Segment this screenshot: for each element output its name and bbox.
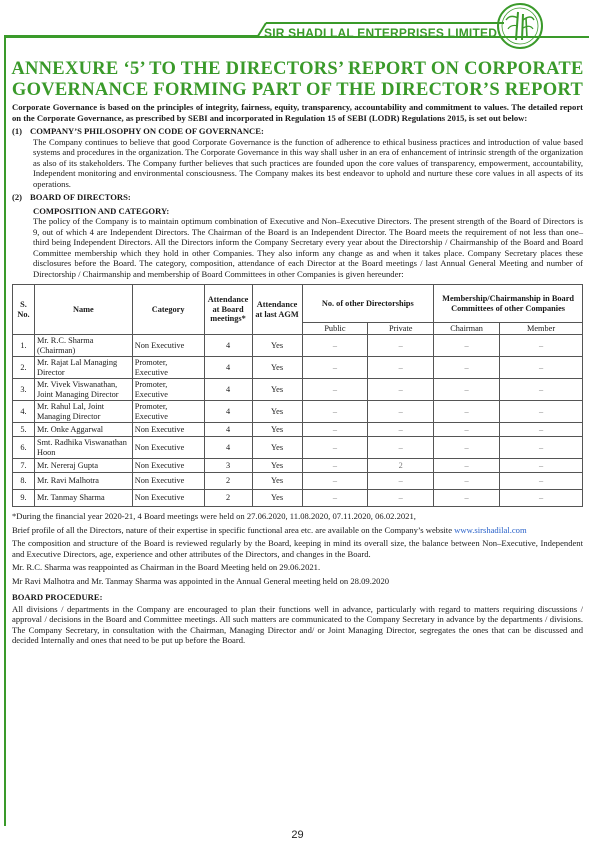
cell-member: – bbox=[500, 335, 583, 357]
cell-member: – bbox=[500, 459, 583, 473]
header-sno: S. No. bbox=[13, 285, 35, 335]
cell-attendance-agm: Yes bbox=[252, 437, 302, 459]
appointed-paragraph: Mr Ravi Malhotra and Mr. Tanmay Sharma was appointed in the Annual General meeting held on 28.09.2020 bbox=[12, 575, 390, 586]
cell-private: – bbox=[368, 423, 434, 437]
header-member: Member bbox=[500, 323, 583, 335]
cell-chairman: – bbox=[434, 379, 500, 401]
table-row bbox=[13, 490, 583, 507]
cell-category: Non Executive bbox=[132, 459, 204, 473]
cell-private: – bbox=[368, 401, 434, 423]
cell-category: Promoter, Executive bbox=[132, 379, 204, 401]
cell-public: – bbox=[302, 423, 368, 437]
table-body bbox=[13, 335, 583, 507]
cell-attendance-board: 2 bbox=[204, 473, 252, 490]
company-name: SIR SHADI LAL ENTERPRISES LIMITED bbox=[264, 26, 498, 40]
header-private: Private bbox=[368, 323, 434, 335]
cell-member: – bbox=[500, 423, 583, 437]
cell-name: Smt. Radhika Viswanathan Hoon bbox=[34, 437, 132, 459]
cell-member: – bbox=[500, 379, 583, 401]
cell-attendance-agm: Yes bbox=[252, 490, 302, 507]
reappointed-paragraph: Mr. R.C. Sharma was reappointed as Chairman in the Board Meeting held on 29.06.2021. bbox=[12, 562, 321, 572]
cell-name: Mr. Vivek Viswanathan, Joint Managing Director bbox=[34, 379, 132, 401]
board-procedure-body: All divisions / departments in the Company are encouraged to plan their functions well in advance, particularly with regard to matters requiring discussions / approval / decisions in the Board and Committee meetings. All such matters are communicated to the Company Secretary in advance by the departments / divisions. The Company Secretary, in consultation with the Chairman, Managing Director and/ or Joint Managing Director, segregates the ones that can be discussed and decided Internally and ones that need to be put up before the Board. bbox=[12, 603, 583, 645]
cell-name: Mr. Rajat Lal Managing Director bbox=[34, 357, 132, 379]
cell-attendance-agm: Yes bbox=[252, 401, 302, 423]
cell-attendance-agm: Yes bbox=[252, 357, 302, 379]
cell-member: – bbox=[500, 401, 583, 423]
cell-category: Non Executive bbox=[132, 437, 204, 459]
cell-public: – bbox=[302, 459, 368, 473]
section-2-heading bbox=[12, 192, 583, 203]
cell-sno: 4. bbox=[13, 401, 35, 423]
cell-attendance-board: 4 bbox=[204, 437, 252, 459]
cell-name: Mr. Ravi Malhotra bbox=[34, 473, 132, 490]
cell-attendance-agm: Yes bbox=[252, 335, 302, 357]
cell-name: Mr. Nereraj Gupta bbox=[34, 459, 132, 473]
cell-public: – bbox=[302, 379, 368, 401]
cell-private: 2 bbox=[368, 459, 434, 473]
cell-attendance-board: 3 bbox=[204, 459, 252, 473]
cell-attendance-agm: Yes bbox=[252, 423, 302, 437]
section-title: BOARD OF DIRECTORS: bbox=[30, 192, 131, 202]
cell-attendance-board: 4 bbox=[204, 357, 252, 379]
cell-private: – bbox=[368, 490, 434, 507]
section-title: COMPANY’S PHILOSOPHY ON CODE OF GOVERNANCE: bbox=[30, 126, 264, 136]
cell-sno: 5. bbox=[13, 423, 35, 437]
header-category: Category bbox=[132, 285, 204, 335]
cell-private: – bbox=[368, 437, 434, 459]
sugarcane-logo-icon bbox=[496, 2, 544, 50]
table-row bbox=[13, 473, 583, 490]
document-body bbox=[12, 102, 583, 646]
footnote: *During the financial year 2020-21, 4 Board meetings were held on 27.06.2020, 11.08.2020, 07.11.2020, 06.02.2021, bbox=[12, 511, 416, 521]
cell-attendance-agm: Yes bbox=[252, 459, 302, 473]
section-number: (2) bbox=[12, 192, 23, 202]
cell-chairman: – bbox=[434, 335, 500, 357]
cell-member: – bbox=[500, 437, 583, 459]
cell-name: Mr. Tanmay Sharma bbox=[34, 490, 132, 507]
cell-public: – bbox=[302, 401, 368, 423]
cell-chairman: – bbox=[434, 473, 500, 490]
cell-private: – bbox=[368, 335, 434, 357]
board-procedure-heading: BOARD PROCEDURE: bbox=[12, 592, 103, 602]
cell-public: – bbox=[302, 437, 368, 459]
profile-text: Brief profile of all the Directors, nature of their expertise in specific functional area etc. are available on the Company’s website bbox=[12, 524, 453, 535]
cell-category: Non Executive bbox=[132, 490, 204, 507]
cell-attendance-agm: Yes bbox=[252, 473, 302, 490]
cell-sno: 6. bbox=[13, 437, 35, 459]
cell-attendance-board: 4 bbox=[204, 423, 252, 437]
cell-category: Non Executive bbox=[132, 423, 204, 437]
profile-paragraph bbox=[12, 525, 583, 536]
cell-category: Non Executive bbox=[132, 473, 204, 490]
directors-table bbox=[12, 284, 583, 507]
cell-public: – bbox=[302, 473, 368, 490]
cell-chairman: – bbox=[434, 459, 500, 473]
header-name: Name bbox=[34, 285, 132, 335]
cell-chairman: – bbox=[434, 357, 500, 379]
cell-sno: 7. bbox=[13, 459, 35, 473]
section-number: (1) bbox=[12, 126, 23, 136]
cell-private: – bbox=[368, 357, 434, 379]
cell-sno: 9. bbox=[13, 490, 35, 507]
cell-sno: 2. bbox=[13, 357, 35, 379]
section-2-subheading: COMPOSITION AND CATEGORY: bbox=[33, 205, 170, 216]
header-public: Public bbox=[302, 323, 368, 335]
cell-member: – bbox=[500, 473, 583, 490]
table-row bbox=[13, 357, 583, 379]
section-2-body: The policy of the Company is to maintain optimum combination of Executive and Non–Executive Directors. The present strength of the Board of Directors is 9, out of which 4 are Independent Directors. The Chairman of the Board is an Independent Director. The Board meets the requirement of not less than one–third being Independent Directors. All the Directors inform the Company Secretary every year about the Directorship / Chairmanship of the Board and Board Committee membership which they hold in other Companies. They also inform any change as and when it takes place. Company Secretary places these disclosures before the Board. The category, composition, attendance of each Director at the Board meetings / last Annual General Meeting and number of Directorship / Chairmanship and membership of Board Committees in other Companies is given hereunder: bbox=[33, 216, 583, 279]
section-1-body: The Company continues to believe that good Corporate Governance is the function of adherence to ethical business practices and introduction of value based systems and procedures in the organization. The Corporate Governance in this way shall usher in an era of enhancement of intrinsic strength of the organization as also of its stakeholders. The Company further believes that such practices are founded upon the core values of transparency, empowerment, accountability, Independent monitoring and environmental consciousness. The Company makes its best endeavor to uphold and nurture these core values in all aspects of its operations. bbox=[33, 136, 583, 189]
cell-category: Promoter, Executive bbox=[132, 357, 204, 379]
page-number: 29 bbox=[291, 829, 304, 841]
cell-chairman: – bbox=[434, 490, 500, 507]
table-row bbox=[13, 459, 583, 473]
cell-member: – bbox=[500, 490, 583, 507]
composition-paragraph: The composition and structure of the Board is reviewed regularly by the Board, keeping in mind its overall size, the balance between Non–Executive, Independent and Executive Directors, age, experience and other attributes of the Directors, and changes in the Board. bbox=[12, 538, 583, 559]
website-link[interactable]: www.sirshadilal.com bbox=[454, 524, 527, 535]
cell-sno: 3. bbox=[13, 379, 35, 401]
header-directorships: No. of other Directorships bbox=[302, 285, 434, 323]
header-attendance-board: Attendance at Board meetings* bbox=[204, 285, 252, 335]
cell-public: – bbox=[302, 357, 368, 379]
cell-member: – bbox=[500, 357, 583, 379]
page-title: ANNEXURE ‘5’ TO THE DIRECTORS’ REPORT ON CORPORATE GOVERNANCE FORMING PART OF THE DIRECTOR’S REPORT bbox=[11, 59, 584, 100]
cell-public: – bbox=[302, 490, 368, 507]
cell-attendance-board: 4 bbox=[204, 401, 252, 423]
table-row bbox=[13, 401, 583, 423]
cell-name: Mr. R.C. Sharma (Chairman) bbox=[34, 335, 132, 357]
table-row bbox=[13, 379, 583, 401]
cell-name: Mr. Rahul Lal, Joint Managing Director bbox=[34, 401, 132, 423]
header-membership: Membership/Chairmanship in Board Committees of other Companies bbox=[434, 285, 583, 323]
cell-attendance-agm: Yes bbox=[252, 379, 302, 401]
cell-attendance-board: 4 bbox=[204, 335, 252, 357]
cell-chairman: – bbox=[434, 423, 500, 437]
cell-name: Mr. Onke Aggarwal bbox=[34, 423, 132, 437]
header-attendance-agm: Attendance at last AGM bbox=[252, 285, 302, 335]
intro-paragraph: Corporate Governance is based on the principles of integrity, fairness, equity, transparency, accountability and commitment to values. The detailed report on the Corporate Governance, as prescribed by SEBI and incorporated in Regulation 15 of SEBI (LODR) Regulations 2015, is set out below: bbox=[12, 102, 583, 123]
cell-private: – bbox=[368, 473, 434, 490]
cell-attendance-board: 2 bbox=[204, 490, 252, 507]
cell-sno: 8. bbox=[13, 473, 35, 490]
cell-public: – bbox=[302, 335, 368, 357]
table-row bbox=[13, 423, 583, 437]
table-row bbox=[13, 335, 583, 357]
cell-chairman: – bbox=[434, 401, 500, 423]
cell-category: Non Executive bbox=[132, 335, 204, 357]
cell-sno: 1. bbox=[13, 335, 35, 357]
cell-private: – bbox=[368, 379, 434, 401]
section-1-heading bbox=[12, 126, 583, 137]
cell-category: Promoter, Executive bbox=[132, 401, 204, 423]
cell-chairman: – bbox=[434, 437, 500, 459]
header-chairman: Chairman bbox=[434, 323, 500, 335]
table-row bbox=[13, 437, 583, 459]
cell-attendance-board: 4 bbox=[204, 379, 252, 401]
